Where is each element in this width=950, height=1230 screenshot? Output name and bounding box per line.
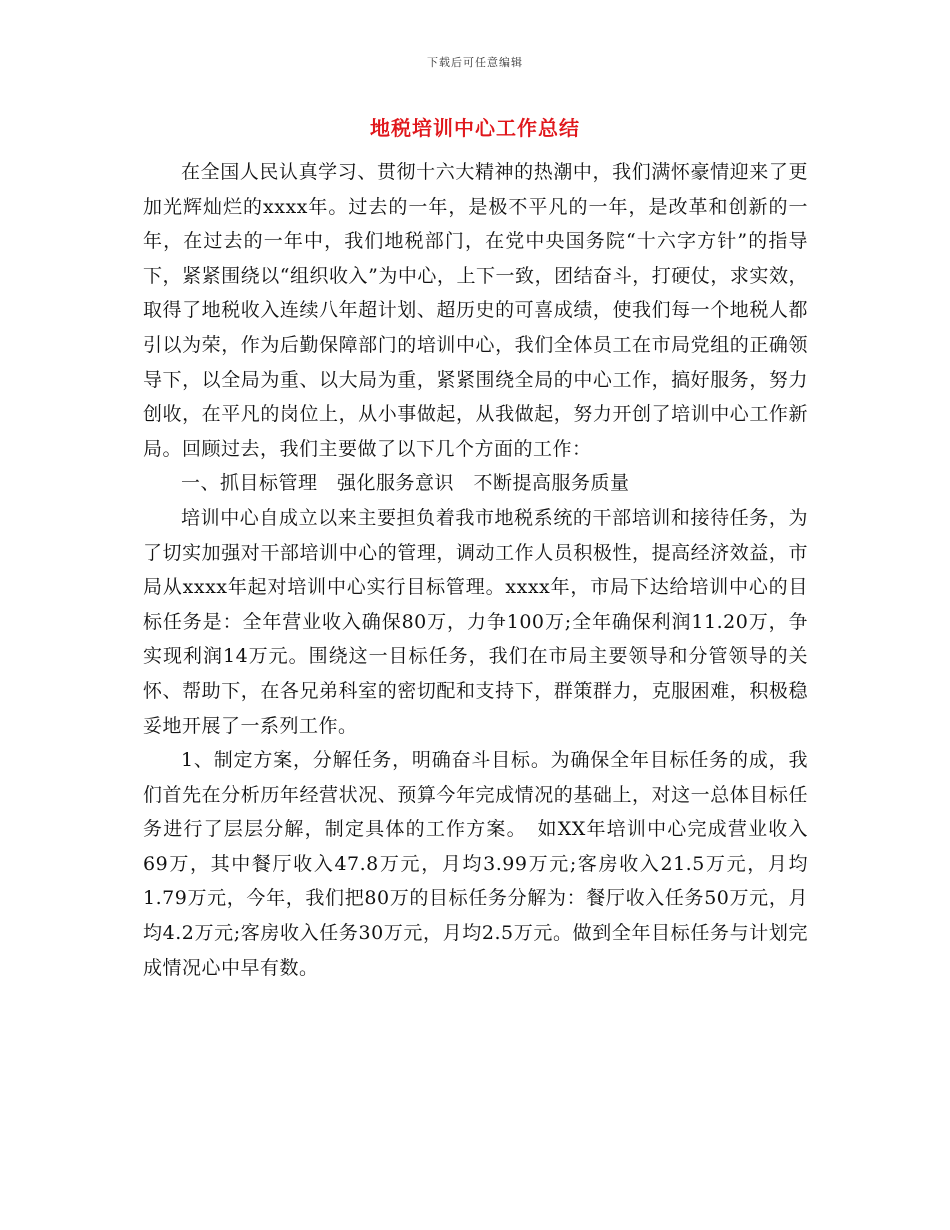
document-body xyxy=(143,155,808,985)
section-heading-1: 一、抓目标管理 强化服务意识 不断提高服务质量 xyxy=(181,472,630,495)
intro-paragraph: 在全国人民认真学习、贯彻十六大精神的热潮中，我们满怀豪情迎来了更加光辉灿烂的xxxx年。过去的一年，是极不平凡的一年，是改革和创新的一年，在过去的一年中，我们地税部门，在党中央国务院“十六字方针”的指导下，紧紧围绕以“组织收入”为中心，上下一致，团结奋斗，打硬仗，求实效，取得了地税收入连续八年超计划、超历史的可喜成绩，使我们每一个地税人都引以为荣，作为后勤保障部门的培训中心，我们全体员工在市局党组的正确领导下，以全局为重、以大局为重，紧紧围绕全局的中心工作，搞好服务，努力创收，在平凡的岗位上，从小事做起，从我做起，努力开创了培训中心工作新局。回顾过去，我们主要做了以下几个方面的工作： xyxy=(143,161,808,460)
section-1-paragraph: 培训中心自成立以来主要担负着我市地税系统的干部培训和接待任务，为了切实加强对干部培训中心的管理，调动工作人员积极性，提高经济效益，市局从xxxx年起对培训中心实行目标管理。xxxx年，市局下达给培训中心的目标任务是：全年营业收入确保80万，力争100万;全年确保利润11.20万，争实现利润14万元。围绕这一目标任务，我们在市局主要领导和分管领导的关怀、帮助下，在各兄弟科室的密切配和支持下，群策群力，克服困难，积极稳妥地开展了一系列工作。 xyxy=(143,506,808,737)
page-header-note: 下载后可任意编辑 xyxy=(427,56,523,69)
item-1-paragraph: 1、制定方案，分解任务，明确奋斗目标。为确保全年目标任务的成，我们首先在分析历年经营状况、预算今年完成情况的基础上，对这一总体目标任务进行了层层分解，制定具体的工作方案。 如XX年培训中心完成营业收入69万，其中餐厅收入47.8万元，月均3.99万元;客房收入21.5万元，月均1.79万元，今年，我们把80万的目标任务分解为：餐厅收入任务50万元，月均4.2万元;客房收入任务30万元，月均2.5万元。做到全年目标任务与计划完成情况心中早有数。 xyxy=(143,749,808,979)
document-title: 地税培训中心工作总结 xyxy=(370,116,580,140)
